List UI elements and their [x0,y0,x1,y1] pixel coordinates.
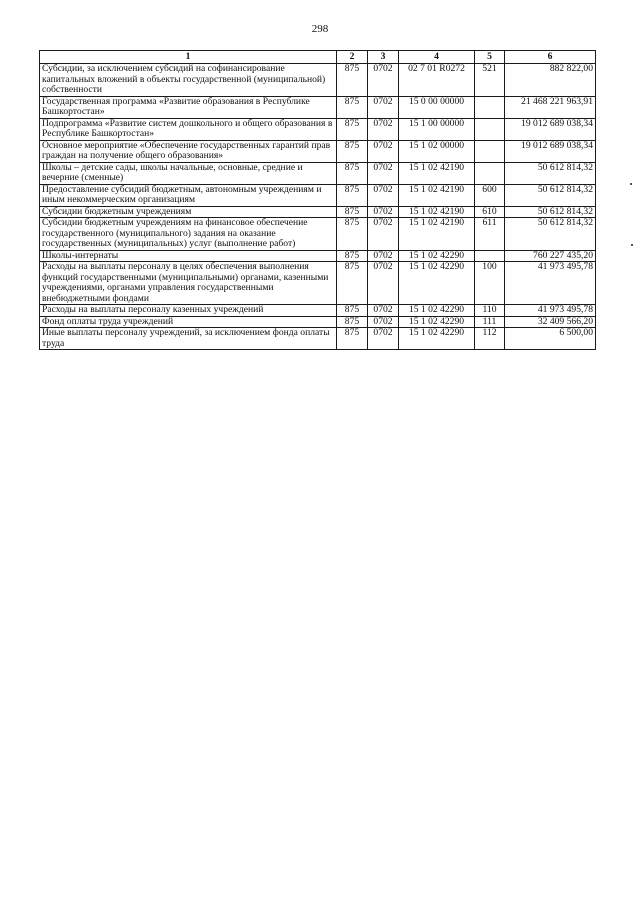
ministry-code: 875 [337,305,368,317]
section-code: 0702 [368,118,399,140]
ministry-code: 875 [337,262,368,305]
table-row [40,96,596,118]
target-article-code: 15 0 00 00000 [399,96,475,118]
expense-name: Расходы на выплаты персоналу в целях обеспечения выполнения функций государственными (муниципальными) органами, казенными учреждениями, органами управления государственными внебюджетными фондами [40,262,337,305]
table-row [40,250,596,262]
expense-type-code [475,250,505,262]
expense-name: Субсидии бюджетным учреждениям [40,206,337,218]
amount: 19 012 689 038,34 [505,140,596,162]
expense-type-code [475,140,505,162]
target-article-code: 15 1 02 00000 [399,140,475,162]
section-code: 0702 [368,250,399,262]
table-row [40,262,596,305]
table-row [40,162,596,184]
expense-type-code: 111 [475,316,505,328]
expense-type-code: 112 [475,328,505,350]
target-article-code: 15 1 02 42290 [399,316,475,328]
target-article-code: 15 1 02 42190 [399,218,475,251]
amount: 50 612 814,32 [505,206,596,218]
section-code: 0702 [368,140,399,162]
target-article-code: 15 1 00 00000 [399,118,475,140]
target-article-code: 15 1 02 42190 [399,206,475,218]
ministry-code: 875 [337,184,368,206]
section-code: 0702 [368,262,399,305]
section-code: 0702 [368,316,399,328]
amount: 50 612 814,32 [505,184,596,206]
amount: 50 612 814,32 [505,218,596,251]
amount: 41 973 495,78 [505,262,596,305]
amount: 21 468 221 963,91 [505,96,596,118]
column-header-5: 5 [475,51,505,64]
column-header-2: 2 [337,51,368,64]
ministry-code: 875 [337,218,368,251]
ministry-code: 875 [337,250,368,262]
ministry-code: 875 [337,64,368,97]
expense-type-code: 100 [475,262,505,305]
scan-speck [631,244,633,246]
section-code: 0702 [368,206,399,218]
ministry-code: 875 [337,118,368,140]
section-code: 0702 [368,64,399,97]
amount: 41 973 495,78 [505,305,596,317]
expense-name: Предоставление субсидий бюджетным, автономным учреждениям и иным некоммерческим организациям [40,184,337,206]
expense-name: Субсидии бюджетным учреждениям на финансовое обеспечение государственного (муниципального) задания на оказание государственных (муниципальных) услуг (выполнение работ) [40,218,337,251]
section-code: 0702 [368,218,399,251]
column-header-6: 6 [505,51,596,64]
amount: 32 409 566,20 [505,316,596,328]
table-row [40,316,596,328]
target-article-code: 15 1 02 42290 [399,328,475,350]
target-article-code: 15 1 02 42290 [399,250,475,262]
target-article-code: 02 7 01 R0272 [399,64,475,97]
ministry-code: 875 [337,96,368,118]
expense-name: Государственная программа «Развитие образования в Республике Башкортостан» [40,96,337,118]
target-article-code: 15 1 02 42190 [399,184,475,206]
ministry-code: 875 [337,206,368,218]
budget-table [39,50,596,350]
section-code: 0702 [368,328,399,350]
table-row [40,118,596,140]
table-row [40,64,596,97]
section-code: 0702 [368,162,399,184]
column-header-3: 3 [368,51,399,64]
table-row [40,328,596,350]
expense-type-code: 600 [475,184,505,206]
column-header-1: 1 [40,51,337,64]
expense-name: Расходы на выплаты персоналу казенных учреждений [40,305,337,317]
header-row [40,51,596,64]
ministry-code: 875 [337,328,368,350]
target-article-code: 15 1 02 42290 [399,262,475,305]
expense-name: Иные выплаты персоналу учреждений, за исключением фонда оплаты труда [40,328,337,350]
section-code: 0702 [368,96,399,118]
amount: 760 227 435,20 [505,250,596,262]
amount: 19 012 689 038,34 [505,118,596,140]
amount: 882 822,00 [505,64,596,97]
expense-name: Основное мероприятие «Обеспечение государственных гарантий прав граждан на получение общего образования» [40,140,337,162]
expense-type-code [475,162,505,184]
table-row [40,206,596,218]
ministry-code: 875 [337,316,368,328]
expense-type-code: 611 [475,218,505,251]
expense-type-code: 521 [475,64,505,97]
column-header-4: 4 [399,51,475,64]
expense-type-code [475,118,505,140]
target-article-code: 15 1 02 42190 [399,162,475,184]
target-article-code: 15 1 02 42290 [399,305,475,317]
expense-name: Субсидии, за исключением субсидий на софинансирование капитальных вложений в объекты государственной (муниципальной) собственности [40,64,337,97]
expense-name: Подпрограмма «Развитие систем дошкольного и общего образования в Республике Башкортостан» [40,118,337,140]
table-row [40,305,596,317]
scan-speck [630,183,632,185]
expense-type-code: 610 [475,206,505,218]
table-row [40,140,596,162]
ministry-code: 875 [337,162,368,184]
table-row [40,218,596,251]
table-row [40,184,596,206]
section-code: 0702 [368,184,399,206]
page-number: 298 [311,23,329,35]
expense-name: Фонд оплаты труда учреждений [40,316,337,328]
amount: 50 612 814,32 [505,162,596,184]
expense-name: Школы – детские сады, школы начальные, основные, средние и вечерние (сменные) [40,162,337,184]
expense-type-code [475,96,505,118]
section-code: 0702 [368,305,399,317]
expense-name: Школы-интернаты [40,250,337,262]
amount: 6 500,00 [505,328,596,350]
expense-type-code: 110 [475,305,505,317]
ministry-code: 875 [337,140,368,162]
